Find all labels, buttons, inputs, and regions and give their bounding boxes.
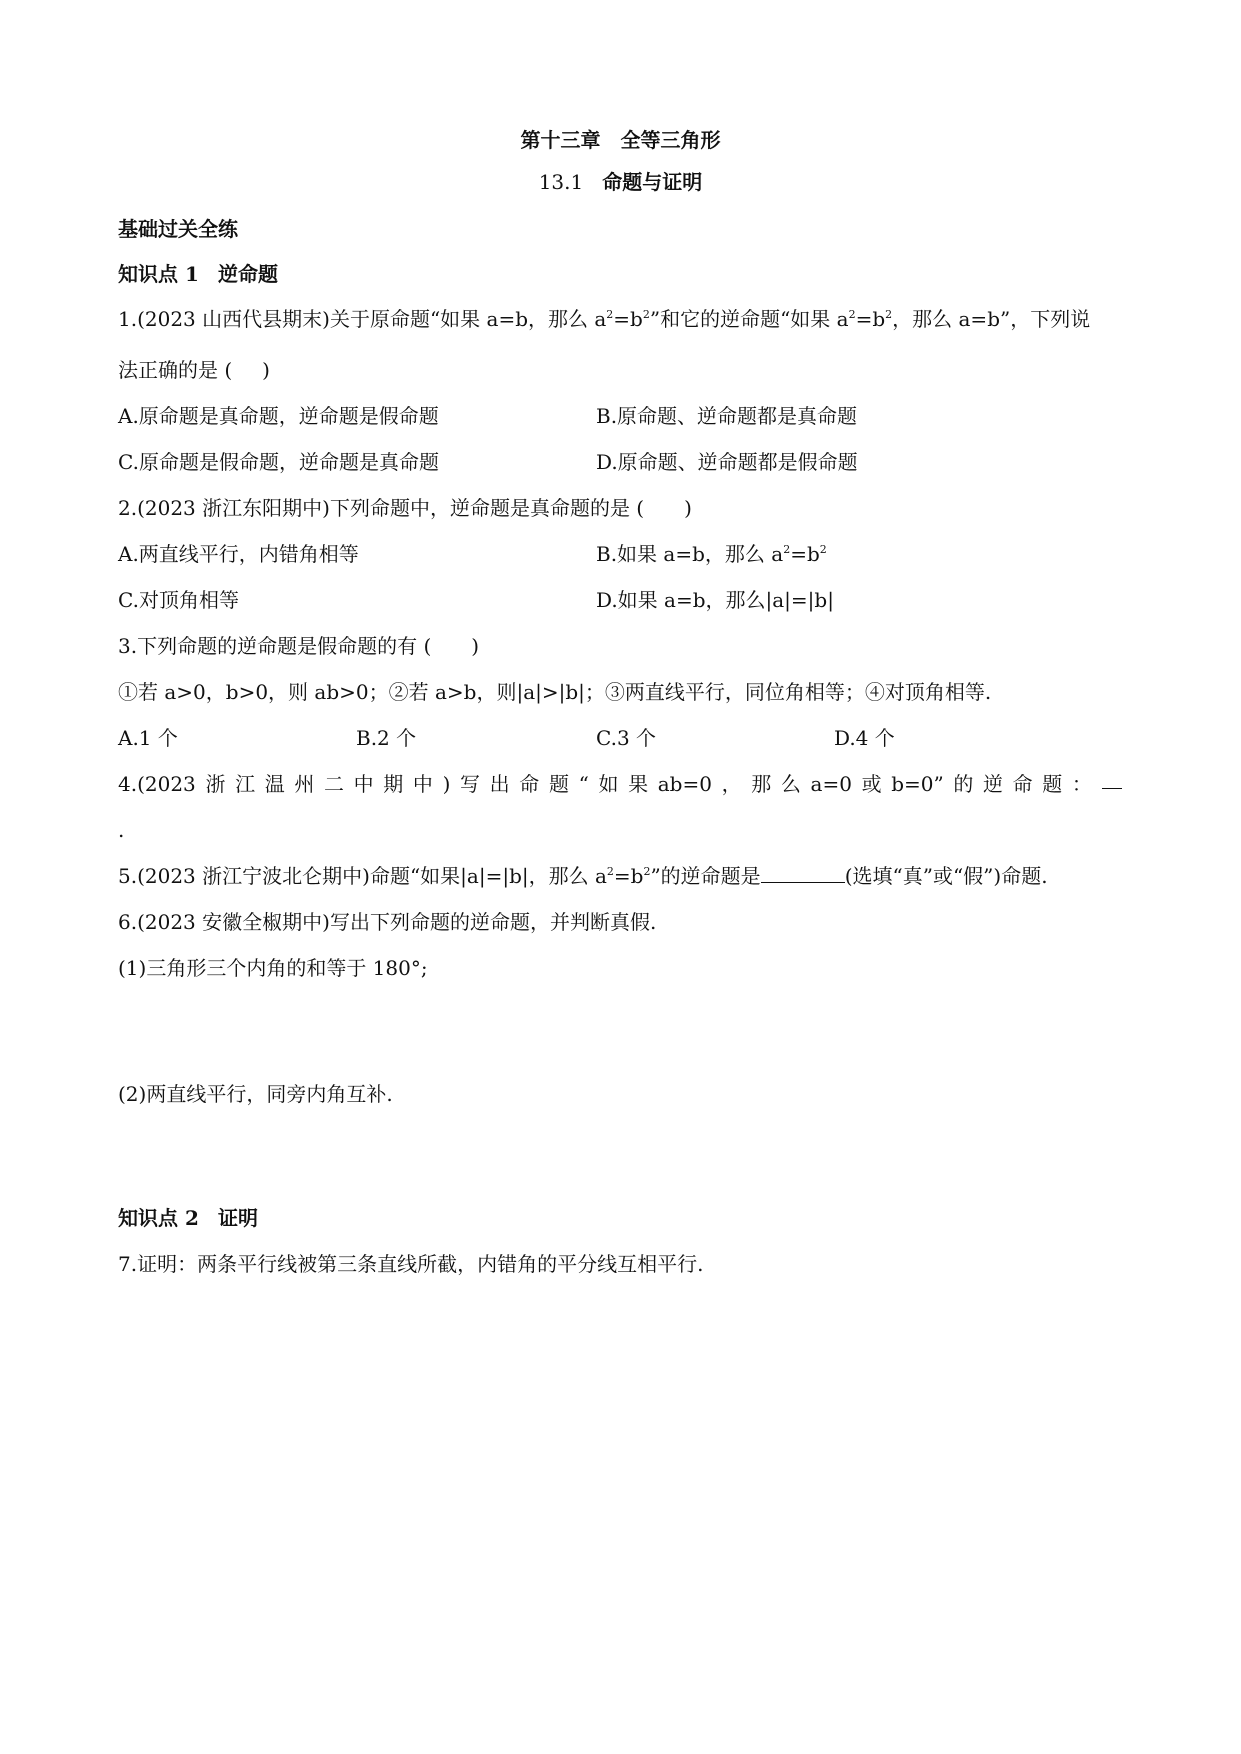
q2-stem: [118, 494, 692, 522]
q5-text-3: ”的逆命题是: [650, 864, 761, 888]
q5-stem: [118, 862, 1048, 890]
q6-subquestion-1: (1)三角形三个内角的和等于 180°;: [118, 956, 428, 980]
knowledge-point-1: [118, 260, 278, 288]
q2-option-d: D.如果 a=b，那么|a|=|b|: [596, 588, 834, 612]
q2-option-c: C.对顶角相等: [118, 588, 239, 612]
q1-option-d: D.原命题、逆命题都是假命题: [596, 450, 858, 474]
q2-option-b-text-2: =b: [790, 542, 820, 566]
q4-token: 4.(2023: [118, 772, 196, 796]
q4-token: 题: [548, 772, 569, 796]
q4-token: 州: [294, 772, 315, 796]
q1-sup-1: 2: [606, 308, 614, 321]
q4-stem: [118, 770, 1122, 798]
section-number: 13.1: [538, 170, 584, 194]
kp1-label: 知识点 1: [118, 262, 199, 286]
q4-token: 逆: [983, 772, 1003, 796]
q4-token: 江: [235, 772, 256, 796]
q1-text-2: =b: [613, 307, 643, 331]
q1-text-5: ，那么 a=b”，下列说: [892, 307, 1091, 331]
q7-stem: 7.证明：两条平行线被第三条直线所截，内错角的平分线互相平行.: [118, 1252, 704, 1276]
q3-option-b: B.2 个: [356, 726, 417, 750]
q3-stem-text: 3.下列命题的逆命题是假命题的有 (: [118, 634, 432, 658]
q2-sup-2: 2: [819, 543, 827, 556]
q1-line2-text: 法正确的是 (: [118, 358, 233, 382]
q4-end: .: [118, 818, 125, 842]
q4-token: 命: [519, 772, 540, 796]
q2-stem-text: 2.(2023 浙江东阳期中)下列命题中，逆命题是真命题的是 (: [118, 496, 645, 520]
q4-token: 温: [264, 772, 285, 796]
q4-token: 出: [489, 772, 510, 796]
q2-option-b: [596, 540, 827, 568]
q3-option-d: D.4 个: [834, 726, 895, 750]
q4-token: ：: [1071, 772, 1092, 796]
q1-sup-4: 2: [885, 308, 893, 321]
q1-option-c: C.原命题是假命题，逆命题是真命题: [118, 450, 439, 474]
q1-sup-2: 2: [642, 308, 650, 321]
q4-token: 么: [780, 772, 801, 796]
q2-sup-1: 2: [783, 543, 791, 556]
q1-option-b: B.原命题、逆命题都是真命题: [596, 404, 858, 428]
q3-option-c: C.3 个: [596, 726, 657, 750]
q1-stem-line1: [118, 305, 1090, 333]
q1-text-1: 1.(2023 山西代县期末)关于原命题“如果 a=b，那么 a: [118, 307, 607, 331]
q4-token: ab=0: [657, 772, 712, 796]
q4-token: 命: [1012, 772, 1033, 796]
q6-stem: 6.(2023 安徽全椒期中)写出下列命题的逆命题，并判断真假.: [118, 910, 657, 934]
q4-token: 中: [412, 772, 433, 796]
q4-token: 的: [953, 772, 974, 796]
q3-items: ①若 a>0，b>0，则 ab>0；②若 a>b，则|a|>|b|；③两直线平行，同位角相等；④对顶角相等.: [118, 680, 992, 704]
q4-token: b=0”: [891, 772, 944, 796]
q3-option-a: A.1 个: [118, 726, 178, 750]
part-title: 基础过关全练: [118, 217, 238, 241]
kp2-label: 知识点 2: [118, 1206, 199, 1230]
q3-stem-end: ): [471, 634, 480, 658]
q4-token: 或: [861, 772, 882, 796]
q4-token: 写: [460, 772, 481, 796]
kp2-title: 证明: [217, 1206, 258, 1230]
q5-sup-1: 2: [606, 865, 614, 878]
section-name: 命题与证明: [602, 170, 703, 194]
q1-text-4: =b: [855, 307, 886, 331]
q4-token: a=0: [810, 772, 852, 796]
section-title: [0, 168, 1241, 196]
q2-option-a: A.两直线平行，内错角相等: [118, 542, 359, 566]
q5-text-1: 5.(2023 浙江宁波北仑期中)命题“如果|a|=|b|，那么 a: [118, 864, 607, 888]
q4-token: ): [442, 772, 451, 796]
q6-subquestion-2: (2)两直线平行，同旁内角互补.: [118, 1082, 393, 1106]
q5-sup-2: 2: [643, 865, 651, 878]
q4-answer-blank[interactable]: [1102, 770, 1122, 789]
q1-text-3: ”和它的逆命题“如果 a: [649, 307, 849, 331]
q5-text-4: (选填“真”或“假”)命题.: [844, 864, 1048, 888]
q4-token: 如: [598, 772, 619, 796]
chapter-title: 第十三章 全等三角形: [520, 128, 721, 152]
q4-token: 那: [751, 772, 772, 796]
q2-option-b-text-1: B.如果 a=b，那么 a: [596, 542, 784, 566]
knowledge-point-2: [118, 1204, 258, 1232]
q2-stem-end: ): [684, 496, 692, 520]
q4-token: 二: [324, 772, 344, 796]
q4-token: 题: [1042, 772, 1063, 796]
q4-token: ，: [721, 772, 742, 796]
q3-stem: [118, 632, 479, 660]
q4-token: 期: [383, 772, 404, 796]
q4-token: “: [578, 772, 589, 796]
kp1-title: 逆命题: [217, 262, 278, 286]
q5-answer-blank[interactable]: [761, 864, 845, 883]
q1-option-a: A.原命题是真命题，逆命题是假命题: [118, 404, 439, 428]
q1-sup-3: 2: [848, 308, 856, 321]
q4-token: 浙: [205, 772, 226, 796]
q5-text-2: =b: [613, 864, 644, 888]
q4-token: 果: [628, 772, 649, 796]
q4-token: 中: [353, 772, 374, 796]
q1-line2-end: ): [262, 358, 270, 382]
q1-stem-line2: [118, 356, 270, 384]
